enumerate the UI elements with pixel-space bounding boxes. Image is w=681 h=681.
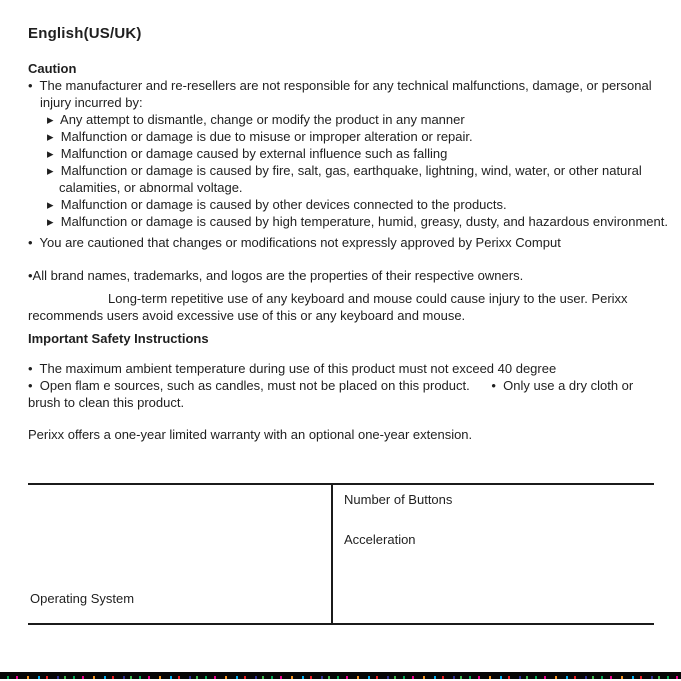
caution-sub-bullet-natural-calamities: ▸ Malfunction or damage is caused by fire, salt, gas, earthquake, lightning, wind, water, or other natural bbox=[47, 163, 642, 178]
caution-bullet-responsibility-cont: injury incurred by: bbox=[40, 95, 143, 110]
safety-instructions-heading: Important Safety Instructions bbox=[28, 331, 209, 346]
caution-sub-bullet-natural-calamities-cont: calamities, or abnormal voltage. bbox=[59, 180, 243, 195]
caution-bullet-modifications: • You are cautioned that changes or modifications not expressly approved by Perixx Comput bbox=[28, 235, 561, 250]
caution-heading: Caution bbox=[28, 61, 77, 76]
warranty-statement: Perixx offers a one-year limited warranty with an optional one-year extension. bbox=[28, 427, 473, 442]
safety-bullet-flame-and-cloth: • Open flam e sources, such as candles, must not be placed on this product. • Only use a dry cloth or bbox=[28, 378, 634, 393]
scan-noise-band bbox=[0, 672, 681, 679]
page-title: English(US/UK) bbox=[28, 25, 142, 42]
spec-label-acceleration: Acceleration bbox=[344, 532, 416, 547]
caution-sub-bullet-falling: ▸ Malfunction or damage caused by external influence such as falling bbox=[47, 146, 448, 161]
caution-sub-bullet-dismantle: ▸ Any attempt to dismantle, change or modify the product in any manner bbox=[47, 112, 465, 127]
caution-sub-bullet-other-devices: ▸ Malfunction or damage is caused by other devices connected to the products. bbox=[47, 197, 507, 212]
caution-sub-bullet-environment: ▸ Malfunction or damage is caused by high temperature, humid, greasy, dusty, and hazardous environment. bbox=[47, 214, 668, 229]
longterm-use-notice: Long-term repetitive use of any keyboard and mouse could cause injury to the user. Perixx bbox=[108, 291, 628, 306]
spec-label-number-of-buttons: Number of Buttons bbox=[344, 492, 453, 507]
document-body bbox=[28, 24, 681, 443]
safety-bullet-flame-cont: brush to clean this product. bbox=[28, 395, 185, 410]
spec-table-column-divider bbox=[331, 485, 333, 623]
spec-table bbox=[28, 483, 654, 625]
caution-bullet-responsibility: • The manufacturer and re-resellers are not responsible for any technical malfunctions, damage, or personal bbox=[28, 78, 652, 93]
longterm-use-notice-cont: recommends users avoid excessive use of this or any keyboard and mouse. bbox=[28, 308, 466, 323]
spec-label-operating-system: Operating System bbox=[30, 591, 135, 606]
caution-sub-bullet-misuse: ▸ Malfunction or damage is due to misuse or improper alteration or repair. bbox=[47, 129, 473, 144]
trademark-notice: •All brand names, trademarks, and logos are the properties of their respective owners. bbox=[28, 268, 524, 283]
safety-bullet-temperature: • The maximum ambient temperature during use of this product must not exceed 40 degree bbox=[28, 361, 557, 376]
